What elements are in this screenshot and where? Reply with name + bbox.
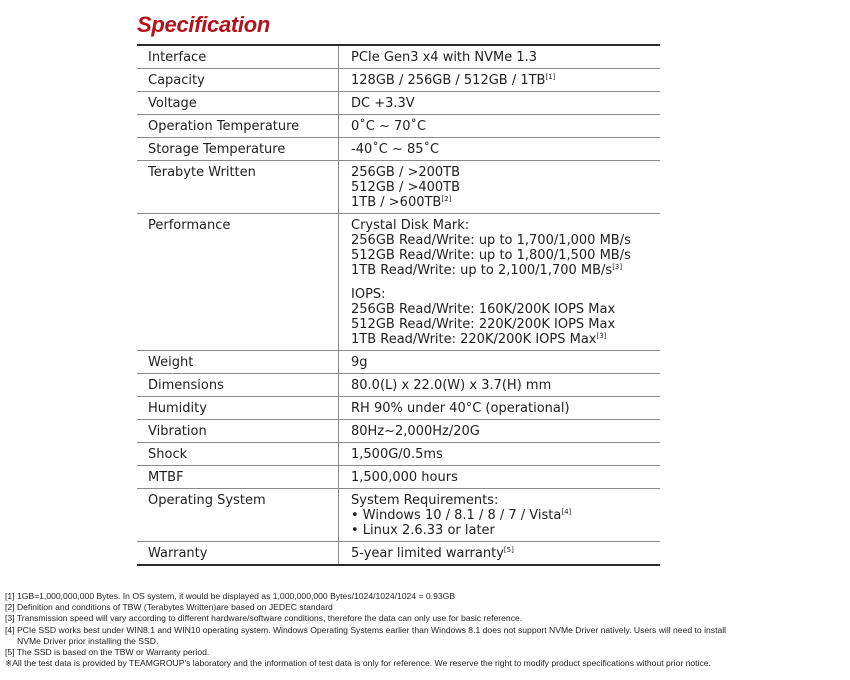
table-row: [137, 214, 660, 351]
table-row: [137, 138, 660, 161]
table-row: [137, 466, 660, 489]
row-label: Capacity: [137, 69, 339, 92]
value-line: 256GB / >200TB: [351, 164, 461, 180]
table-row: [137, 69, 660, 92]
footnote: [3] Transmission speed will vary according to different hardware/software conditions, therefore the data can only use for basic reference.: [5, 613, 523, 624]
footnotes: [5, 591, 845, 669]
table-row: [137, 92, 660, 115]
value-line: 512GB / >400TB: [351, 179, 461, 195]
footnote-ref: [5]: [503, 545, 514, 554]
row-value: -40˚C ~ 85˚C: [339, 138, 661, 161]
row-label: Dimensions: [137, 374, 339, 397]
footnote: ※All the test data is provided by TEAMGROUP's laboratory and the information of test data is only for reference. We reserve the right to modify product specifications without prior notice.: [5, 658, 711, 669]
row-value-cell: [339, 69, 661, 92]
value-line-with-ref: [351, 332, 660, 347]
table-row: [137, 115, 660, 138]
table-row: [137, 374, 660, 397]
value-line: 512GB Read/Write: up to 1,800/1,500 MB/s: [351, 247, 631, 263]
row-label: Voltage: [137, 92, 339, 115]
value-line: 1TB Read/Write: 220K/200K IOPS Max: [351, 331, 597, 347]
row-value: 128GB / 256GB / 512GB / 1TB: [351, 72, 546, 88]
table-row: [137, 420, 660, 443]
footnote-ref: [1]: [545, 72, 556, 81]
spec-table: [137, 44, 660, 566]
row-value: 9g: [339, 351, 661, 374]
row-value: 1,500G/0.5ms: [339, 443, 661, 466]
row-value: RH 90% under 40°C (operational): [339, 397, 661, 420]
footnote: [4] PCIe SSD works best under WIN8.1 and WIN10 operating system. Windows Operating Systems earlier than Windows 8.1 does not support NVMe Driver natively. Users will need to install: [5, 624, 727, 635]
row-value: 0˚C ~ 70˚C: [339, 115, 661, 138]
table-row: [137, 542, 660, 566]
row-value: PCIe Gen3 x4 with NVMe 1.3: [339, 45, 661, 69]
row-label: Humidity: [137, 397, 339, 420]
page-title: Specification: [137, 12, 271, 37]
row-value-cell: [339, 489, 661, 542]
row-label: Performance: [137, 214, 339, 351]
value-line: • Windows 10 / 8.1 / 8 / 7 / Vista: [351, 507, 562, 523]
table-row: [137, 489, 660, 542]
row-value: 80Hz~2,000Hz/20G: [339, 420, 661, 443]
value-line: • Linux 2.6.33 or later: [351, 522, 495, 538]
value-line: Crystal Disk Mark:: [351, 217, 470, 233]
row-value-cell: [339, 214, 661, 351]
row-value: DC +3.3V: [339, 92, 661, 115]
row-value-cell: [339, 542, 661, 566]
row-value-cell: [339, 161, 661, 214]
row-label: Operation Temperature: [137, 115, 339, 138]
value-line-with-ref: [351, 263, 660, 278]
value-line: 1TB Read/Write: up to 2,100/1,700 MB/s: [351, 262, 613, 278]
row-label: Operating System: [137, 489, 339, 542]
row-label: Terabyte Written: [137, 161, 339, 214]
row-label: Storage Temperature: [137, 138, 339, 161]
table-row: [137, 45, 660, 69]
value-line: 256GB Read/Write: up to 1,700/1,000 MB/s: [351, 232, 631, 248]
table-row: [137, 161, 660, 214]
value-line-with-ref: [351, 195, 660, 210]
row-label: Interface: [137, 45, 339, 69]
footnote-ref: [3]: [596, 331, 607, 340]
footnote: [5] The SSD is based on the TBW or Warranty period.: [5, 647, 210, 658]
footnote-ref: [4]: [561, 507, 572, 516]
value-line: 512GB Read/Write: 220K/200K IOPS Max: [351, 316, 616, 332]
footnote: NVMe Driver prior installing the SSD.: [17, 635, 159, 646]
row-label: Warranty: [137, 542, 339, 566]
value-line: IOPS:: [351, 286, 386, 302]
footnote-ref: [2]: [441, 194, 452, 203]
footnote: [2] Definition and conditions of TBW (Terabytes Written)are based on JEDEC standard: [5, 602, 333, 613]
table-row: [137, 443, 660, 466]
value-line-with-ref: [351, 508, 660, 523]
table-row: [137, 351, 660, 374]
footnote: [1] 1GB=1,000,000,000 Bytes. In OS system, it would be displayed as 1,000,000,000 Bytes/1024/1024/1024 = 0.93GB: [5, 591, 456, 601]
row-value: 80.0(L) x 22.0(W) x 3.7(H) mm: [339, 374, 661, 397]
footnote-ref: [3]: [612, 262, 623, 271]
row-value: 5-year limited warranty: [351, 545, 504, 561]
row-label: Vibration: [137, 420, 339, 443]
spacer: [351, 278, 660, 287]
value-line: System Requirements:: [351, 492, 499, 508]
table-row: [137, 397, 660, 420]
value-line: 256GB Read/Write: 160K/200K IOPS Max: [351, 301, 616, 317]
row-label: Shock: [137, 443, 339, 466]
row-label: MTBF: [137, 466, 339, 489]
row-label: Weight: [137, 351, 339, 374]
value-line: 1TB / >600TB: [351, 194, 442, 210]
row-value: 1,500,000 hours: [339, 466, 661, 489]
